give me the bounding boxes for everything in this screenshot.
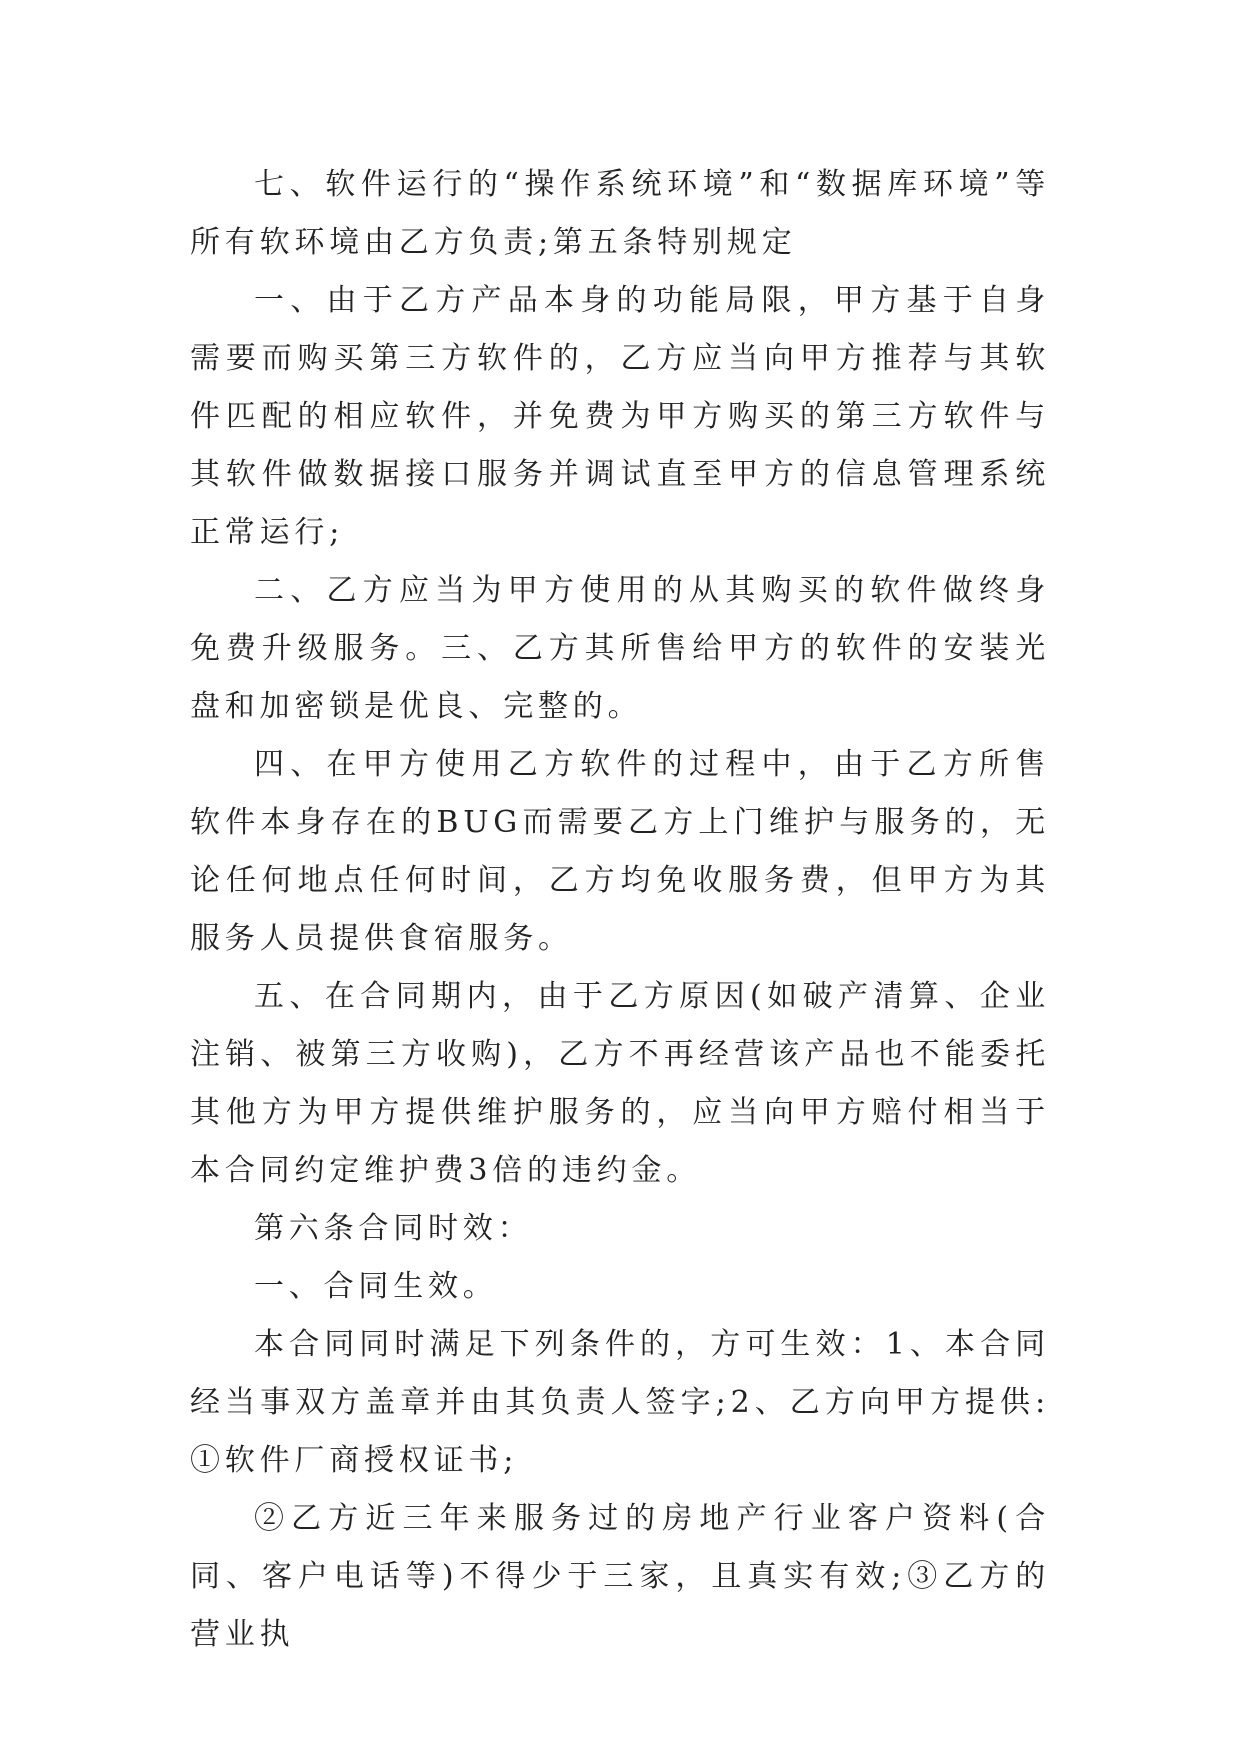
paragraph-client-references: ②乙方近三年来服务过的房地产行业客户资料(合同、客户电话等)不得少于三家，且真实有效;③乙方的营业执: [190, 1501, 1050, 1652]
paragraph-third-party-software: 一、由于乙方产品本身的功能局限，甲方基于自身需要而购买第三方软件的，乙方应当向甲方推荐与其软件匹配的相应软件，并免费为甲方购买的第三方软件与其软件做数据接口服务并调试直至甲方的信息管理系统正常运行;: [190, 283, 1050, 550]
paragraph-bug-service: 四、在甲方使用乙方软件的过程中，由于乙方所售软件本身存在的BUG而需要乙方上门维护与服务的，无论任何地点任何时间，乙方均免收服务费，但甲方为其服务人员提供食宿服务。: [190, 747, 1050, 956]
section-heading-contract-validity: 第六条合同时效：: [254, 1211, 533, 1246]
paragraph-penalty: 五、在合同期内，由于乙方原因(如破产清算、企业注销、被第三方收购)，乙方不再经营该产品也不能委托其他方为甲方提供维护服务的，应当向甲方赔付相当于本合同约定维护费3倍的违约金。: [190, 979, 1050, 1188]
paragraph-software-environment: 七、软件运行的“操作系统环境”和“数据库环境”等所有软环境由乙方负责;第五条特别规定: [190, 167, 1050, 260]
paragraph-effective-conditions: 本合同同时满足下列条件的，方可生效：1、本合同经当事双方盖章并由其负责人签字;2、乙方向甲方提供:①软件厂商授权证书;: [190, 1327, 1050, 1478]
paragraph-contract-effective: 一、合同生效。: [254, 1269, 498, 1304]
document-body: [190, 156, 1050, 1664]
paragraph-lifetime-upgrade: 二、乙方应当为甲方使用的从其购买的软件做终身免费升级服务。三、乙方其所售给甲方的软件的安装光盘和加密锁是优良、完整的。: [190, 573, 1050, 724]
